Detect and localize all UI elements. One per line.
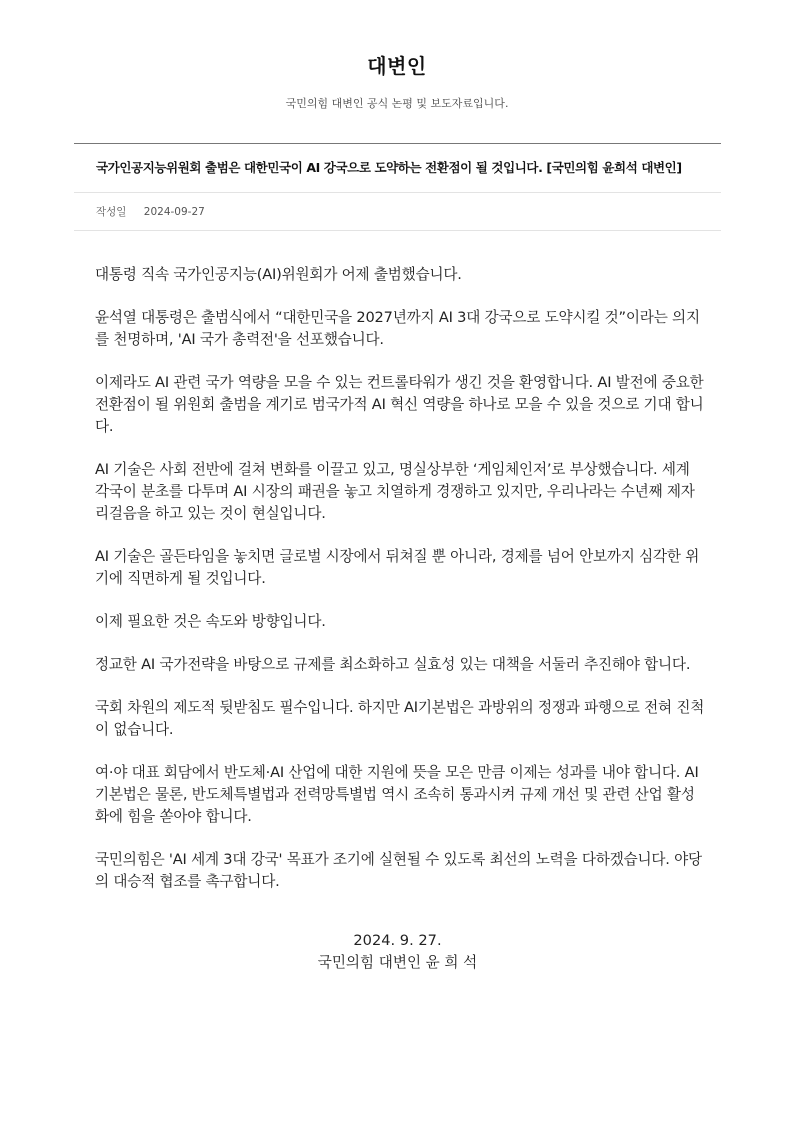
body-paragraph: 정교한 AI 국가전략을 바탕으로 규제를 최소화하고 실효성 있는 대책을 서둘러 추진해야 합니다. [95, 656, 691, 673]
body-paragraph: 국민의힘은 'AI 세계 3대 강국' 목표가 조기에 실현될 수 있도록 최선의 노력을 다하겠습니다. 야당의 대승적 협조를 촉구합니다. [95, 851, 702, 890]
body-paragraph: 대통령 직속 국가인공지능(AI)위원회가 어제 출범했습니다. [95, 266, 462, 283]
article-body [95, 264, 707, 914]
article-meta [74, 193, 721, 231]
body-paragraph: 여·야 대표 회담에서 반도체·AI 산업에 대한 지원에 뜻을 모은 만큼 이제는 성과를 내야 합니다. AI기본법은 물론, 반도체특별법과 전력망특별법 역시 조속히 통과시켜 규제 개선 및 관련 산업 활성화에 힘을 쏟아야 합니다. [95, 764, 699, 825]
body-paragraph: 국회 차원의 제도적 뒷받침도 필수입니다. 하지만 AI기본법은 과방위의 정쟁과 파행으로 전혀 진척이 없습니다. [95, 699, 705, 738]
article-date: 2024-09-27 [143, 206, 205, 218]
date-label: 작성일 [96, 206, 127, 218]
body-paragraph: 이제라도 AI 관련 국가 역량을 모을 수 있는 컨트롤타워가 생긴 것을 환영합니다. AI 발전에 중요한 전환점이 될 위원회 출범을 계기로 범국가적 AI 혁신 역량을 하나로 모을 수 있을 것으로 기대 합니다. [95, 374, 704, 435]
body-paragraph: AI 기술은 골든타임을 놓치면 글로벌 시장에서 뒤쳐질 뿐 아니라, 경제를 넘어 안보까지 심각한 위기에 직면하게 될 것입니다. [95, 548, 700, 587]
article-title: 국가인공지능위원회 출범은 대한민국이 AI 강국으로 도약하는 전환점이 될 것입니다. [국민의힘 윤희석 대변인] [74, 144, 721, 193]
article-header [74, 143, 721, 231]
site-header [0, 0, 794, 112]
site-title: 대변인 [367, 54, 427, 78]
body-paragraph: 이제 필요한 것은 속도와 방향입니다. [95, 613, 326, 630]
signature-date: 2024. 9. 27. [353, 932, 442, 949]
body-paragraph: 윤석열 대통령은 출범식에서 “대한민국을 2027년까지 AI 3대 강국으로 도약시킬 것”이라는 의지를 천명하며, 'AI 국가 총력전'을 선포했습니다. [95, 309, 700, 348]
body-paragraph: AI 기술은 사회 전반에 걸쳐 변화를 이끌고 있고, 명실상부한 ‘게임체인저’로 부상했습니다. 세계 각국이 분초를 다투며 AI 시장의 패권을 놓고 치열하게 경쟁하고 있지만, 우리나라는 수년째 제자리걸음을 하고 있는 것이 현실입니다. [95, 461, 695, 522]
signature-block [74, 930, 721, 974]
site-subtitle: 국민의힘 대변인 공식 논평 및 보도자료입니다. [285, 97, 509, 110]
signature-name: 국민의힘 대변인 윤 희 석 [317, 954, 478, 971]
